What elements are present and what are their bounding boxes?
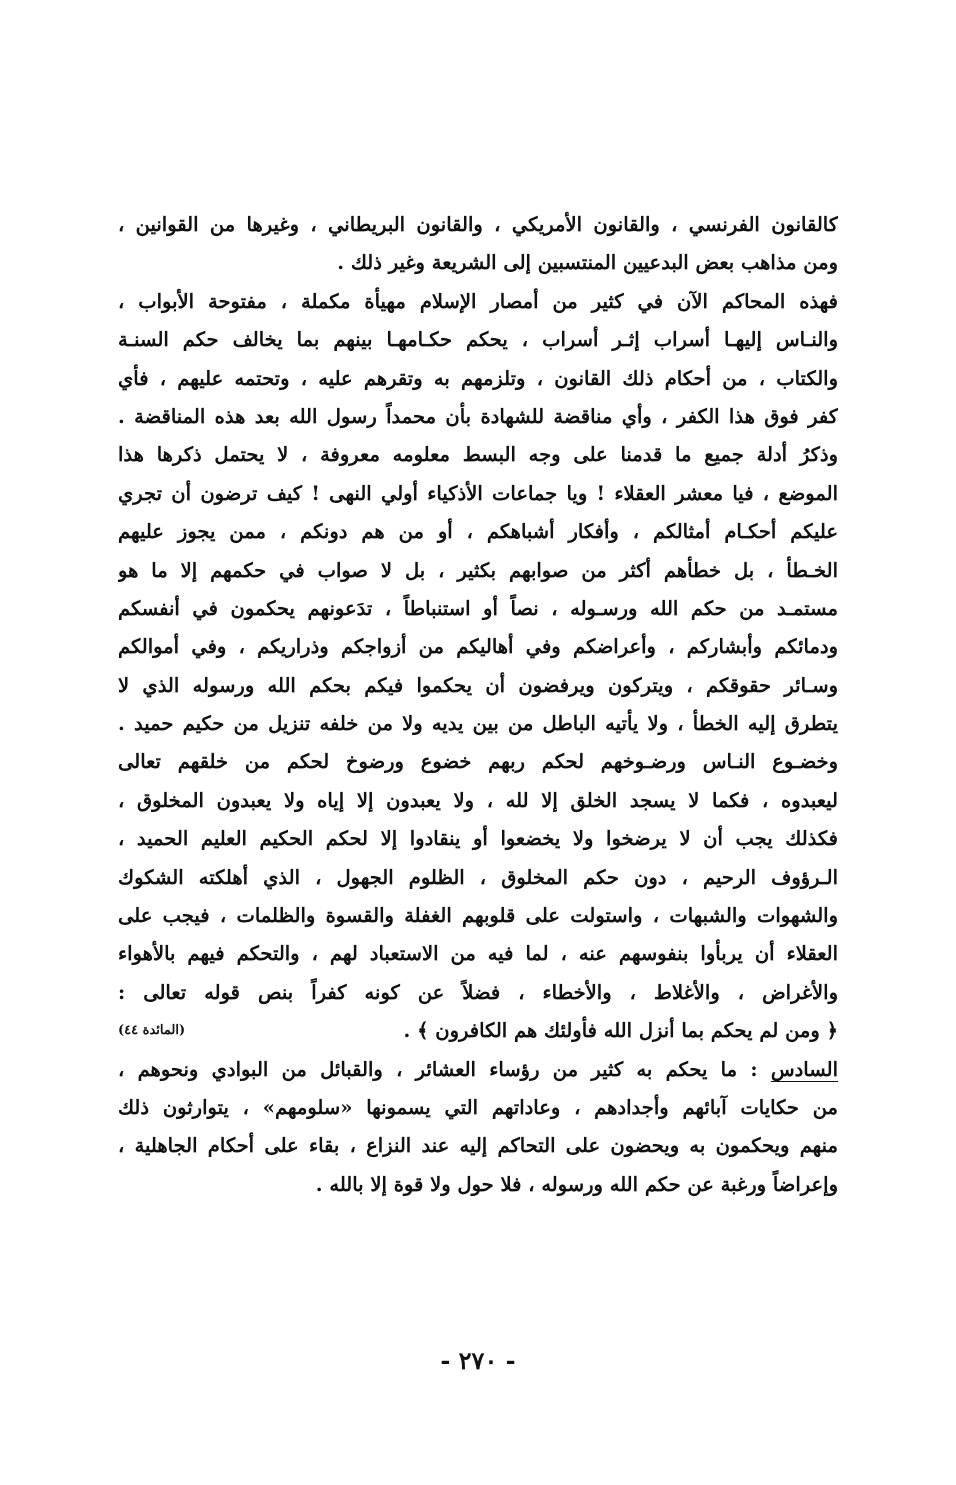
text-line: يتطرق إليه الخطأ ، ولا يأتيه الباطل من بين يديه ولا من خلفه تنزيل من حكيم حميد .: [118, 712, 838, 736]
section-first-line-text: : ما يحكم به كثير من رؤساء العشائر ، والقبائل من البوادي ونحوهم ،: [118, 1057, 771, 1081]
text-line: من حكايات آبائهم وأجدادهم ، وعاداتهم التي يسمونها «سلومهم» ، يتوارثون ذلك: [118, 1095, 838, 1119]
text-line: وإعراضاً ورغبة عن حكم الله ورسوله ، فلا حول ولا قوة إلا بالله .: [315, 1172, 838, 1196]
text-line: والأغراض ، والأغلاط ، والأخطاء ، فضلاً عن كونه كفراً بنص قوله تعالى :: [118, 980, 838, 1004]
text-line: الـرؤوف الرحيم ، دون حكم المخلوق ، الظلوم الجهول ، الذي أهلكته الشكوك: [118, 865, 838, 889]
text-line: ودمائكم وأبشاركم ، وأعراضكم وفي أهاليكم من أزواجكم وذراريكم ، وفي أموالكم: [118, 635, 838, 659]
verse-reference: (المائدة ٤٤): [118, 1023, 186, 1039]
text-line: منهم ويحكمون به ويحضون على التحاكم إليه عند النزاع ، بقاء على أحكام الجاهلية ،: [118, 1134, 838, 1158]
text-line: والكتاب ، من أحكام ذلك القانون ، وتلزمهم به وتقرهم عليه ، وتحتمه عليهم ، فأي: [118, 366, 838, 390]
text-line: عليكم أحكـام أمثالكم ، وأفكار أشباهكم ، أو من هم دونكم ، ممن يجوز عليهم: [118, 520, 838, 544]
text-line: ليعبدوه ، فكما لا يسجد الخلق إلا لله ، ولا يعبدون إلا إياه ولا يعبدون المخلوق ،: [118, 788, 838, 812]
text-line: فهذه المحاكم الآن في كثير من أمصار الإسلام مهيأة مكملة ، مفتوحة الأبواب ،: [118, 289, 838, 313]
section-heading-word: السادس: [770, 1057, 838, 1081]
text-line: الموضع ، فيا معشر العقلاء ! ويا جماعات الأذكياء أولي النهى ! كيف ترضون أن تجري: [118, 481, 838, 505]
text-line: كالقانون الفرنسي ، والقانون الأمريكي ، والقانون البريطاني ، وغيرها من القوانين ،: [118, 213, 838, 236]
text-line: كفر فوق هذا الكفر ، وأي مناقضة للشهادة بأن محمداً رسول الله بعد هذه المناقضة .: [118, 404, 838, 428]
page-number: - ٢٧٠ -: [440, 1346, 516, 1375]
text-line: ومن مذاهب بعض البدعيين المنتسبين إلى الشريعة وغير ذلك .: [337, 251, 838, 275]
text-line: وخضـوع النـاس ورضـوخهم لحكم ربهم خضوع ورضوخ لحكم من خلقهم تعالى: [118, 750, 838, 774]
text-line: الخـطأ ، بل خطأهم أكثر من صوابهم بكثير ، بل لا صواب في حكمهم إلا ما هو: [118, 558, 838, 582]
section-first-line: [118, 1051, 838, 1089]
body-text: [118, 206, 838, 1204]
text-line: وسـائر حقوقكم ، ويتركون ويرفضون أن يحكموا فيكم بحكم الله ورسوله الذي لا: [118, 673, 838, 697]
text-line: فكذلك يجب أن لا يرضخوا ولا يخضعوا أو ينقادوا إلا لحكم الحكيم العليم الحميد ،: [118, 827, 838, 851]
quran-verse-text: ﴿ ومن لم يحكم بما أنزل الله فأولئك هم الكافرون ﴾ .: [403, 1019, 838, 1043]
text-line: والنـاس إليهـا أسراب إثـر أسراب ، يحكم حكـامهـا بينهم بما يخالف حكم السنـة: [118, 328, 838, 352]
text-line: العقلاء أن يربأوا بنفوسهم عنه ، لما فيه من الاستعباد لهم ، والتحكم فيهم بالأهواء: [118, 942, 838, 966]
text-line: وذكرُ أدلة جميع ما قدمنا على وجه البسط معلومه معروفة ، لا يحتمل ذكرها هذا: [118, 443, 838, 467]
text-line: مستمـد من حكم الله ورسـوله ، نصاً أو استنباطاً ، تدَعونهم يحكمون في أنفسكم: [118, 596, 838, 620]
quran-verse-line: [118, 1012, 838, 1050]
text-line: والشهوات والشبهات ، واستولت على قلوبهم الغفلة والقسوة والظلمات ، فيجب على: [118, 904, 838, 928]
